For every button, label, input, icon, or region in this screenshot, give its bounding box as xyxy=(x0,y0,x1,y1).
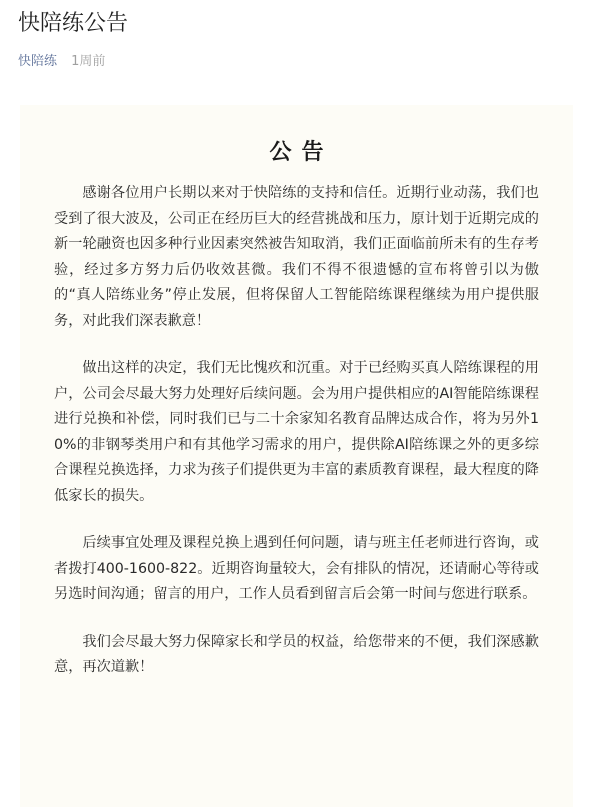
article-title: 快陪练公告 xyxy=(18,11,129,36)
notice-paragraph-2: 做出这样的决定，我们无比愧疚和沉重。对于已经购买真人陪练课程的用户，公司会尽最大努力处理好后续问题。会为用户提供相应的AI智能陪练课程进行兑换和补偿，同时我们已与二十余家知名教育品牌达成合作，将为另外10%的非钢琴类用户和有其他学习需求的用户，提供除AI陪练课之外的更多综合课程兑换选择，力求为孩子们提供更为丰富的素质教育课程，最大程度的降低家长的损失。 xyxy=(54,360,539,504)
notice-card xyxy=(20,105,573,807)
notice-paragraph-4: 我们会尽最大努力保障家长和学员的权益，给您带来的不便，我们深感歉意，再次道歉！ xyxy=(54,633,539,675)
author-link[interactable]: 快陪练 xyxy=(18,54,58,69)
notice-paragraph-3: 后续事宜处理及课程兑换上遇到任何问题，请与班主任老师进行咨询，或者拨打400-1600-822。近期咨询量较大，会有排队的情况，还请耐心等待或另选时间沟通；留言的用户，工作人员看到留言后会第一时间与您进行联系。 xyxy=(54,535,539,602)
publish-time: 1周前 xyxy=(71,54,106,69)
article-meta xyxy=(18,53,105,71)
notice-paragraph-1: 感谢各位用户长期以来对于快陪练的支持和信任。近期行业动荡，我们也受到了很大波及，公司正在经历巨大的经营挑战和压力，原计划于近期完成的新一轮融资也因多种行业因素突然被告知取消，我们正面临前所未有的生存考验，经过多方努力后仍收效甚微。我们不得不很遗憾的宣布将曾引以为傲的“真人陪练业务”停止发展，但将保留人工智能陪练课程继续为用户提供服务，对此我们深表歉意！ xyxy=(54,185,539,329)
notice-heading: 公告 xyxy=(269,140,334,165)
